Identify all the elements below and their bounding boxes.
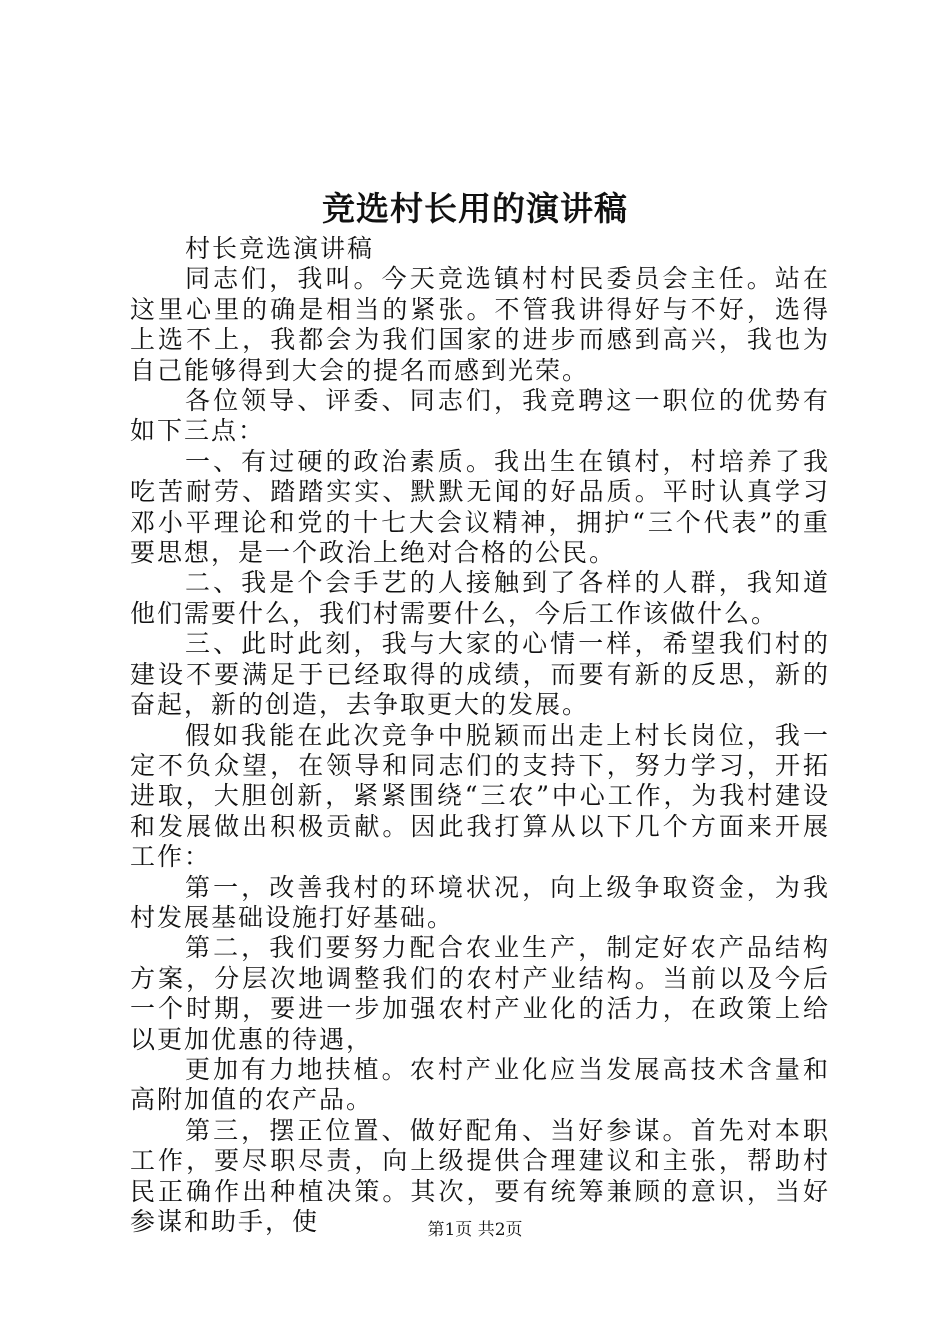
paragraph-advantage-two: 二、我是个会手艺的人接触到了各样的人群，我知道他们需要什么，我们村需要什么，今后工作该做什么。	[130, 568, 830, 628]
paragraph-plan-two: 第二，我们要努力配合农业生产，制定好农产品结构方案，分层次地调整我们的农村产业结构。当前以及今后一个时期，要进一步加强农村产业化的活力，在政策上给以更加优惠的待遇，	[130, 933, 830, 1054]
paragraph-commitment: 假如我能在此次竞争中脱颖而出走上村长岗位，我一定不负众望，在领导和同志们的支持下，努力学习，开拓进取，大胆创新，紧紧围绕“三农”中心工作，为我村建设和发展做出积极贡献。因此我打算从以下几个方面来开展工作：	[130, 720, 830, 872]
document-title: 竞选村长用的演讲稿	[322, 189, 628, 228]
paragraph-plan-two-continued: 更加有力地扶植。农村产业化应当发展高技术含量和高附加值的农产品。	[130, 1054, 830, 1115]
paragraph-advantage-three: 三、此时此刻，我与大家的心情一样，希望我们村的建设不要满足于已经取得的成绩，而要有新的反思，新的奋起，新的创造，去争取更大的发展。	[130, 629, 830, 720]
paragraph-advantage-one: 一、有过硬的政治素质。我出生在镇村，村培养了我吃苦耐劳、踏踏实实、默默无闻的好品质。平时认真学习邓小平理论和党的十七大会议精神，拥护“三个代表”的重要思想，是一个政治上绝对合格的公民。	[130, 446, 830, 568]
paragraph-plan-three: 第三，摆正位置、做好配角、当好参谋。首先对本职工作，要尽职尽责，向上级提供合理建议和主张，帮助村民正确作出种植决策。其次，要有统筹兼顾的意识，当好参谋和助手，使	[130, 1115, 830, 1236]
document-subtitle: 村长竞选演讲稿	[185, 234, 375, 263]
page-number-footer: 第1页 共2页	[427, 1220, 523, 1240]
document-body	[130, 234, 830, 1237]
paragraph-advantages-intro: 各位领导、评委、同志们，我竞聘这一职位的优势有如下三点：	[130, 386, 830, 446]
paragraph-plan-one: 第一，改善我村的环境状况，向上级争取资金，为我村发展基础设施打好基础。	[130, 872, 830, 932]
paragraph-greeting: 同志们，我叫。今天竞选镇村村民委员会主任。站在这里心里的确是相当的紧张。不管我讲得好与不好，选得上选不上，我都会为我们国家的进步而感到高兴，我也为自己能够得到大会的提名而感到光荣。	[130, 264, 830, 385]
